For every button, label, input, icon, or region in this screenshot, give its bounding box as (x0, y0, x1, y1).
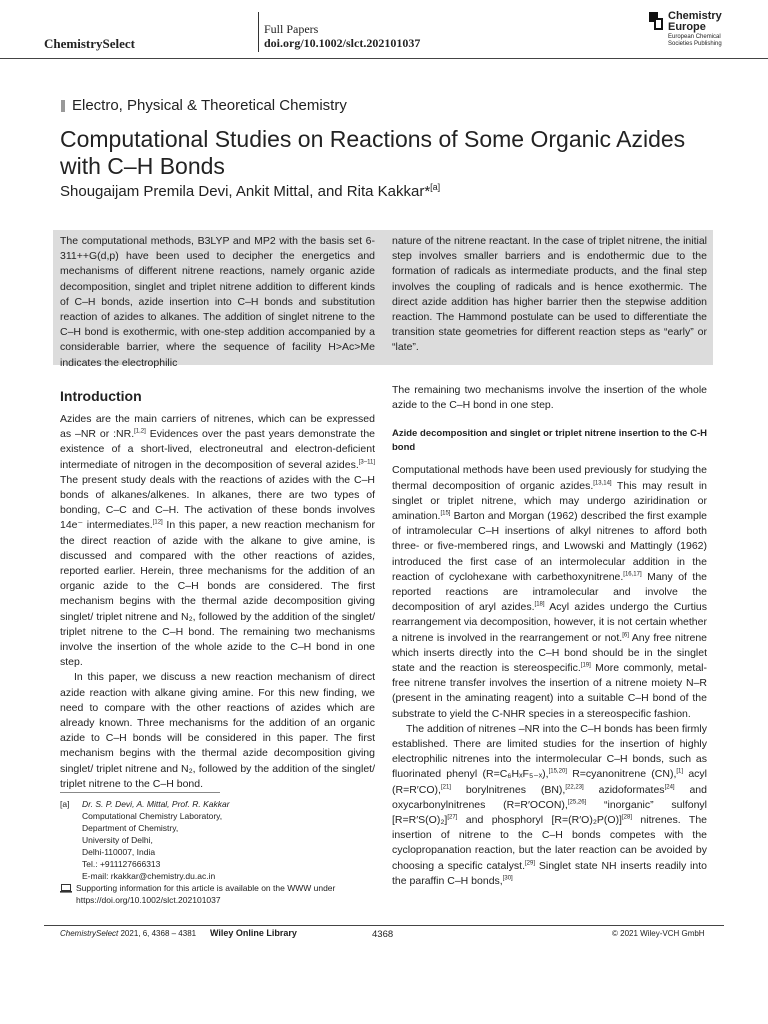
footnote-line: Tel.: +911127666313 (82, 859, 161, 869)
section-heading: Electro, Physical & Theoretical Chemistry (72, 97, 347, 114)
footnote-line: University of Delhi, (82, 835, 153, 845)
journal-name: ChemistrySelect (44, 36, 135, 51)
body-left-column (60, 412, 375, 792)
article-title: Computational Studies on Reactions of Some Organic Azides with C–H Bonds (60, 126, 686, 179)
footnote-line: Department of Chemistry, (82, 823, 179, 833)
footnote-email[interactable]: E-mail: rkakkar@chemistry.du.ac.in (82, 871, 216, 881)
citation-journal: ChemistrySelect (60, 929, 119, 938)
affiliation-footnote (60, 798, 375, 882)
subsection-heading: Azide decomposition and singlet or triplet nitrene insertion to the C-H bond (392, 428, 707, 454)
author-names: Shougaijam Premila Devi, Ankit Mittal, and Rita Kakkar* (60, 183, 431, 200)
intro-paragraph-2: In this paper, we discuss a new reaction mechanism of direct azide reaction with alkane giving amine. For this new finding, we need to compare with the other reactions of azides which are already known. Three mechanisms for the addition of an organic azide to C–H bonds will be considered in this paper. The first mechanism begins with the thermal azide decomposition giving singlet/ triplet nitrene and N₂, followed by the addition of the singlet/ triplet nitrene to the C–H bond. (60, 671, 375, 790)
introduction-heading: Introduction (60, 388, 142, 404)
page-number: 4368 (372, 929, 394, 940)
header-rule (0, 58, 768, 59)
footnote-names: Dr. S. P. Devi, A. Mittal, Prof. R. Kakkar (82, 799, 230, 809)
article-type: Full Papers (264, 22, 319, 36)
right-paragraph-1: Computational methods have been used previously for studying the thermal decomposition of organic azides.[13,14] This may result in singlet or triplet nitrene, which may undergo aziridination or amination.[15] Barton and Morgan (1962) described the first example of intramolecular C–H insertions of alkyl nitrenes to afford both three- or five-membered rings, and Lwowski and Mattingly (1962) introduced the first case of an intermolecular addition in the reaction of cyclohexane with carbethoxynitrene.[16,17] Many of the reported reactions are intramolecular and involve the decomposition of aryl azides.[18] Acyl azides undergo the Curtius rearrangement via decomposition, however, it is not certain whether a nitrene is involved in the rearrangement or not.[6] Any free nitrene which inserts directly into the C–H bond should be in the singlet state and the reaction is stereospecific.[19] More commonly, metal-free nitrene transfer involves the insertion of a nitrene moiety N–R (present in the aminating reagent) into a suitable C–H bond of the substrate to yield the C-NHR species in a stereospecific fashion. (392, 464, 707, 720)
footer-rule (44, 925, 724, 926)
logo-title: Chemistry Europe (668, 10, 722, 33)
footnote-label: [a] (60, 799, 70, 809)
logo-subtitle: European Chemical Societies Publishing (668, 34, 722, 47)
author-list (60, 183, 440, 200)
right-paragraph-0: The remaining two mechanisms involve the insertion of the whole azide to the C–H bond in one step. (392, 384, 707, 412)
copyright: © 2021 Wiley-VCH GmbH (612, 929, 705, 938)
abstract-right: nature of the nitrene reactant. In the case of triplet nitrene, the initial step involves smaller barriers and is endothermic due to the formation of radicals as intermediate products, and the final step involves the coupling of radicals and is hence exothermic. The direct azide addition has higher barrier then the stepwise addition reaction. The Hammond postulate can be used to differentiate the transition state geometries for different reaction steps as “early” or “late”. (392, 235, 707, 354)
body-right-column (392, 383, 707, 889)
section-marker (61, 100, 65, 112)
wiley-online-library-link[interactable]: Wiley Online Library (210, 928, 297, 938)
footnote-rule (60, 792, 220, 793)
abstract-left: The computational methods, B3LYP and MP2 with the basis set 6-311++G(d,p) have been used to decipher the energetics and mechanisms of different nitrene reactions, namely organic azide decomposition, singlet and triplet nitrene addition to different kinds of C–H bonds, azide insertion into C–H bonds and substitution reaction of azides to alkanes. The addition of singlet nitrene to the C–H bond is exothermic, with one-step addition accompanied by a considerable barrier, where the sequence of facility H>Ac>Me indicates the electrophilic (60, 235, 375, 369)
footnote-line: Delhi-110007, India (82, 847, 156, 857)
footnote-line: Computational Chemistry Laboratory, (82, 811, 223, 821)
citation (60, 929, 196, 938)
right-paragraph-2: The addition of nitrenes –NR into the C–H bonds has been firmly established. There are limited studies for the insertion of highly electrophilic nitrenes into the intermolecular C–H bonds, such as fluorinated phenyl (R=C₆HₓF₅₋ₓ),[15,20] R=cyanonitrene (CN),[1] acyl (R=R′CO),[21] borylnitrenes (BN),[22,23] azidoformates[24] and oxycarbonylnitrenes (R=R′OCON),[25,26] “inorganic” sulfonyl [R=R′S(O)₂][27] and phosphoryl [R=(R′O)₂P(O)][28] nitrenes. The insertion of nitrene to the C–H bonds competes with the cyclopropanation reaction, but the later reaction can be avoided by choosing a specific catalyst.[29] Singlet state NH inserts readily into the paraffin C–H bonds,[30] (392, 722, 707, 887)
author-affiliation-mark: [a] (430, 182, 441, 192)
supporting-info-note[interactable]: Supporting information for this article is available on the WWW under https://doi.org/10.1002/slct.202101037 (76, 883, 336, 905)
citation-details: 2021, 6, 4368 – 4381 (118, 929, 197, 938)
laptop-icon (60, 884, 72, 893)
doi-link[interactable]: doi.org/10.1002/slct.202101037 (264, 36, 421, 50)
intro-paragraph-1: Azides are the main carriers of nitrenes, which can be expressed as –NR or :NR.[1,2] Evidences over the past years demonstrate the existence of a short-lived, electroneutral and electron-deficient intermediate of nitrogen in the decomposition of several azides.[3–11] The present study deals with the reactions of azides with the C–H bonds of alkanes/alkenes. In alkanes, there are two types of bonding, C–C and C–H. The activation of these bonds involves 14e⁻ intermediates.[12] In this paper, a new reaction mechanism for the direct reaction of azide with the alkane to give amine, is discussed and compared with the other reactions of azides, reported earlier. Herein, three mechanisms for the addition of an organic azide to the C–H bonds are considered. The first mechanism begins with the thermal azide decomposition giving singlet/ triplet nitrene and N₂, followed by the addition of the singlet/ triplet nitrene to the C–H bond. The remaining two mechanisms involve the insertion of the whole azide to the C–H bond in one step. (60, 413, 375, 669)
chemistry-europe-logo-icon (649, 12, 663, 30)
header-divider (258, 12, 259, 52)
